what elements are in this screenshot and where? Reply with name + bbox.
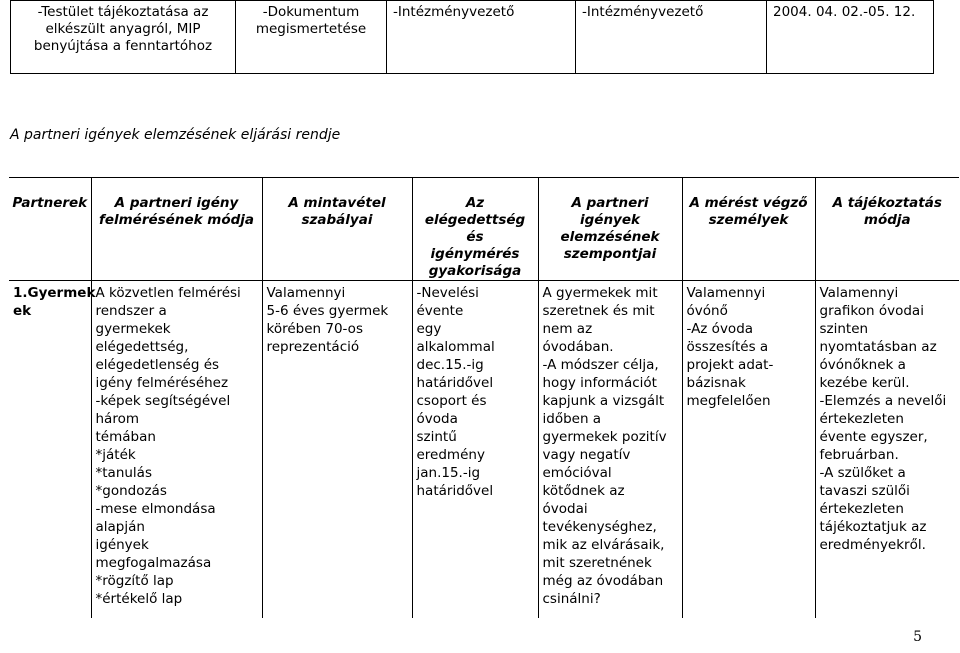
col-header-analysis-aspects: A partneri igények elemzésének szempontjai (538, 178, 682, 281)
previous-table-tail (10, 0, 934, 74)
col-header-frequency: Az elégedettség és igénymérés gyakorisága (412, 178, 538, 281)
header-cell-date: 2004. 04. 02.-05. 12. (767, 1, 934, 74)
col-header-information-method: A tájékoztatás módja (815, 178, 959, 281)
partner-needs-table (9, 177, 959, 618)
cell-frequency: -Nevelési évente egy alkalommal dec.15.-ig határidővel csoport és óvoda szintű eredmény jan.15.-ig határidővel (412, 281, 538, 619)
header-cell-responsible-2: -Intézményvezető (576, 1, 767, 74)
cell-analysis-aspects: A gyermekek mit szeretnek és mit nem az óvodában. -A módszer célja, hogy információt kapjunk a vizsgált időben a gyermekek pozitív vagy negatív emócióval kötődnek az óvodai tevékenységhez, mik az elvárásaik, mit szeretnének még az óvodában csinálni? (538, 281, 682, 619)
cell-sampling-rules: Valamennyi 5-6 éves gyermek körében 70-os reprezentáció (262, 281, 412, 619)
header-cell-responsible-1: -Intézményvezető (387, 1, 576, 74)
table-row (9, 281, 959, 619)
section-title: A partneri igények elemzésének eljárási rendje (10, 127, 341, 143)
col-header-survey-method: A partneri igény felmérésének módja (91, 178, 262, 281)
col-header-sampling-rules: A mintavétel szabályai (262, 178, 412, 281)
page-number: 5 (913, 629, 922, 645)
cell-survey-method: A közvetlen felmérési rendszer a gyermekek elégedettség, elégedetlenség és igény felméréséhez -képek segítségével három témában *játék *tanulás *gondozás -mese elmondása alapján igények megfogalmazása *rögzítő lap *értékelő lap (91, 281, 262, 619)
col-header-partners: Partnerek (9, 178, 91, 281)
table-header-row (9, 178, 959, 281)
cell-persons: Valamennyi óvónő -Az óvoda összesítés a projekt adat- bázisnak megfelelően (682, 281, 815, 619)
cell-information-method: Valamennyi grafikon óvodai szinten nyomtatásban az óvónőknek a kezébe kerül. -Elemzés a nevelői értekezleten évente egyszer, februárban. -A szülőket a tavaszi szülői értekezleten tájékoztatjuk az eredményekről. (815, 281, 959, 619)
header-cell-task: -Testület tájékoztatása az elkészült anyagról, MIP benyújtása a fenntartóhoz (11, 1, 236, 74)
col-header-persons: A mérést végző személyek (682, 178, 815, 281)
cell-partner: 1.Gyermek ek (9, 281, 91, 619)
header-cell-activity: -Dokumentum megismertetése (236, 1, 387, 74)
